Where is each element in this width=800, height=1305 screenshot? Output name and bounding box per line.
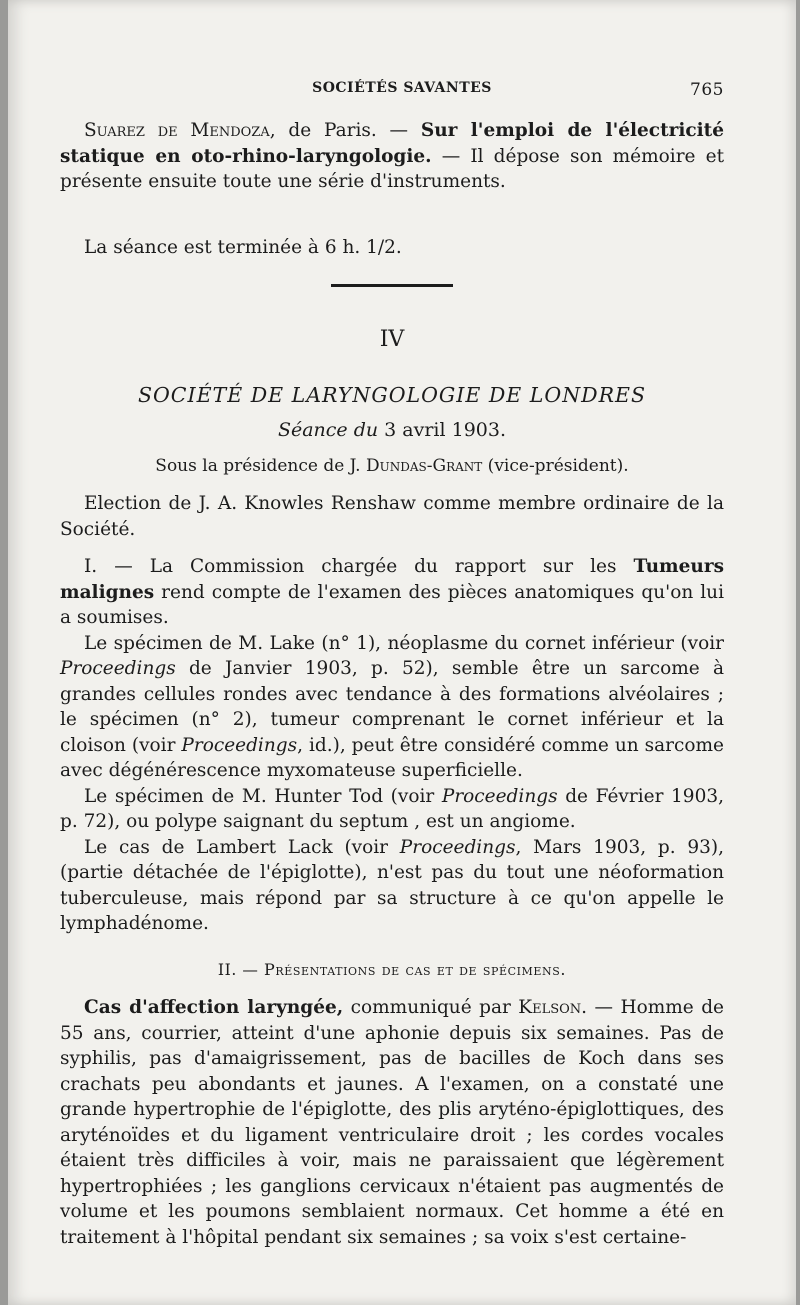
case-mid: communiqué par [343, 997, 519, 1018]
running-header [8, 80, 796, 104]
paragraph-lake [60, 631, 724, 784]
hunter-proceedings: Proceedings [441, 785, 558, 807]
case-text: . — Homme de 55 ans, courrier, atteint d'une aphonie depuis six semaines. Pas de syphilis, pas d'amaigrissement, pas de bacilles de Koch dans ses crachats peu abondants et jaunes. A l'examen, on a constaté une grande hypertrophie de l'épiglotte, des plis aryténo-épiglottiques, des aryténoïdes et du ligament ventriculaire droit ; les cordes vocales étaient très difficiles à voir, mais ne paraissaient que légèrement hypertrophiées ; les ganglions cervicaux n'étaient pas augmentés de volume et les poumons semblaient normaux. Cet homme a été en traitement à l'hôpital pendant six semaines ; sa voix s'est certaine- [60, 997, 724, 1248]
presidence-line [60, 454, 724, 480]
president-name: Dundas-Grant [366, 455, 483, 476]
commission-before: I. — La Commission chargée du rapport sur les [84, 556, 634, 577]
lake-proceedings-1: Proceedings [60, 658, 176, 679]
section-2-number: II. — [217, 960, 265, 979]
communication-rest: — Il dépose son mémoire et présente ensuite toute une série d'instruments. [60, 145, 724, 192]
running-title: SOCIÉTÉS SAVANTES [312, 80, 492, 96]
lake-text-2: de Janvier 1903, p. 52), semble être un sarcome à grandes cellules rondes avec tendance à des formations alvéolaires ; le spécimen (n° 2), tumeur comprenant le cornet inférieur et la cloison (voir [60, 658, 724, 756]
commission-after: rend compte de l'examen des pièces anatomiques qu'on lui a soumises. [60, 581, 724, 628]
paragraph-election: Election de J. A. Knowles Renshaw comme membre ordinaire de la Société. [60, 493, 724, 540]
seance-label: Séance du [277, 419, 379, 441]
page-number: 765 [690, 80, 724, 100]
communication-title: Sur l'emploi de l'électricité statique en oto-rhino-laryngologie. [60, 120, 724, 167]
presidence-before: Sous la présidence de J. [155, 455, 366, 476]
book-page [8, 0, 796, 1305]
lake-proceedings-2: Proceedings [181, 734, 298, 756]
paragraph-suarez [60, 118, 724, 195]
section-2-label: Présentations de cas et de spécimens. [264, 959, 567, 979]
author-location: , de Paris. — [269, 120, 421, 141]
seance-day: 3 avril 1903. [378, 419, 507, 441]
section-numeral: IV [379, 327, 405, 352]
paragraph-hunter [60, 784, 724, 835]
lack-proceedings: Proceedings [399, 836, 516, 858]
commission-topic: Tumeurs malignes [60, 556, 724, 603]
presidence-after: (vice-président). [482, 455, 629, 476]
seance-date [60, 418, 724, 444]
paragraph-lack [60, 835, 724, 937]
lack-text-1: Le cas de Lambert Lack (voir [84, 836, 400, 858]
section-heading-2 [60, 957, 724, 984]
section-divider [331, 284, 453, 287]
hunter-text-1: Le spécimen de M. Hunter Tod (voir [84, 785, 442, 807]
society-title: SOCIÉTÉ DE LARYNGOLOGIE DE LONDRES [137, 382, 647, 407]
page-body [60, 118, 724, 1250]
lake-text-1: Le spécimen de M. Lake (n° 1), néoplasme du cornet inférieur (voir [84, 632, 724, 654]
paragraph-case [60, 995, 724, 1250]
author-name: Suarez de Mendoza [84, 120, 270, 141]
case-author: Kelson [518, 997, 582, 1018]
paragraph-commission [60, 554, 724, 631]
hunter-text-2: de Février 1903, p. 72), ou polype saignant du septum , est un angiome. [60, 785, 724, 832]
lack-text-2: , Mars 1903, p. 93), (partie détachée de l'épiglotte), n'est pas du tout une néoformation tuberculeuse, mais répond par sa structure à ce qu'on appelle le lymphadénome. [60, 836, 724, 934]
case-title: Cas d'affection laryngée, [84, 997, 344, 1018]
closing-line: La séance est terminée à 6 h. 1/2. [84, 236, 402, 258]
lake-text-3: , id.), peut être considéré comme un sarcome avec dégénérescence myxomateuse superficielle. [60, 734, 724, 781]
